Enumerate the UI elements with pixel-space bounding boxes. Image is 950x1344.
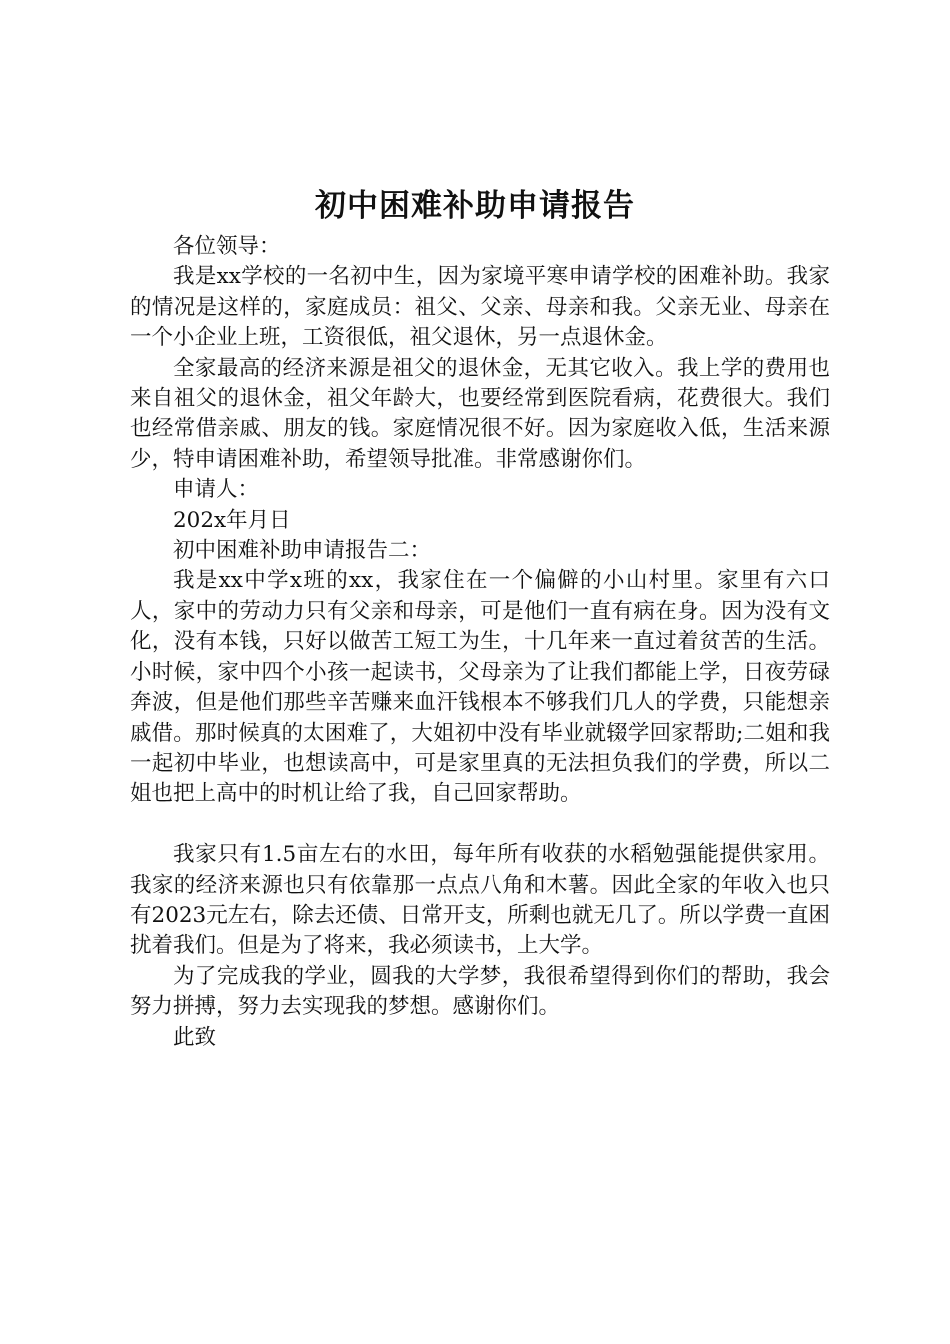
closing: 此致	[173, 1024, 217, 1050]
salutation: 各位领导：	[173, 234, 281, 259]
applicant-label: 申请人：	[173, 477, 260, 503]
document-body	[130, 232, 830, 1053]
document-title: 初中困难补助申请报告	[315, 188, 635, 224]
paragraph-2: 全家最高的经济来源是祖父的退休金，无其它收入。我上学的费用也来自祖父的退休金，祖父年龄大，也要经常到医院看病，花费很大。我们也经常借亲戚、朋友的钱。家庭情况很不好。因为家庭收入低，生活来源少，特申请困难补助，希望领导批准。非常感谢你们。	[130, 355, 830, 472]
blank-line	[130, 810, 830, 840]
paragraph-1: 我是xx学校的一名初中生，因为家境平寒申请学校的困难补助。我家的情况是这样的，家庭成员：祖父、父亲、母亲和我。父亲无业、母亲在一个小企业上班，工资很低，祖父退休，另一点退休金。	[130, 264, 830, 351]
second-paragraph-2: 我家只有1.5亩左右的水田，每年所有收获的水稻勉强能提供家用。我家的经济来源也只有依靠那一点点八角和木薯。因此全家的年收入也只有2023元左右，除去还债、日常开支，所剩也就无几了。所以学费一直困扰着我们。但是为了将来，我必须读书，上大学。	[130, 842, 830, 959]
date-line: 202x年月日	[173, 507, 291, 533]
second-report-title: 初中困难补助申请报告二：	[173, 538, 432, 564]
second-paragraph-3: 为了完成我的学业，圆我的大学梦，我很希望得到你们的帮助，我会努力拼搏，努力去实现我的梦想。感谢你们。	[130, 963, 830, 1020]
second-paragraph-1: 我是xx中学x班的xx，我家住在一个偏僻的小山村里。家里有六口人，家中的劳动力只有父亲和母亲，可是他们一直有病在身。因为没有文化，没有本钱，只好以做苦工短工为生，十几年来一直过着贫苦的生活。小时候，家中四个小孩一起读书，父母亲为了让我们都能上学，日夜劳碌奔波，但是他们那些辛苦赚来血汗钱根本不够我们几人的学费，只能想亲戚借。那时候真的太困难了，大姐初中没有毕业就辍学回家帮助;二姐和我一起初中毕业，也想读高中，可是家里真的无法担负我们的学费，所以二姐也把上高中的时机让给了我，自己回家帮助。	[130, 568, 830, 807]
